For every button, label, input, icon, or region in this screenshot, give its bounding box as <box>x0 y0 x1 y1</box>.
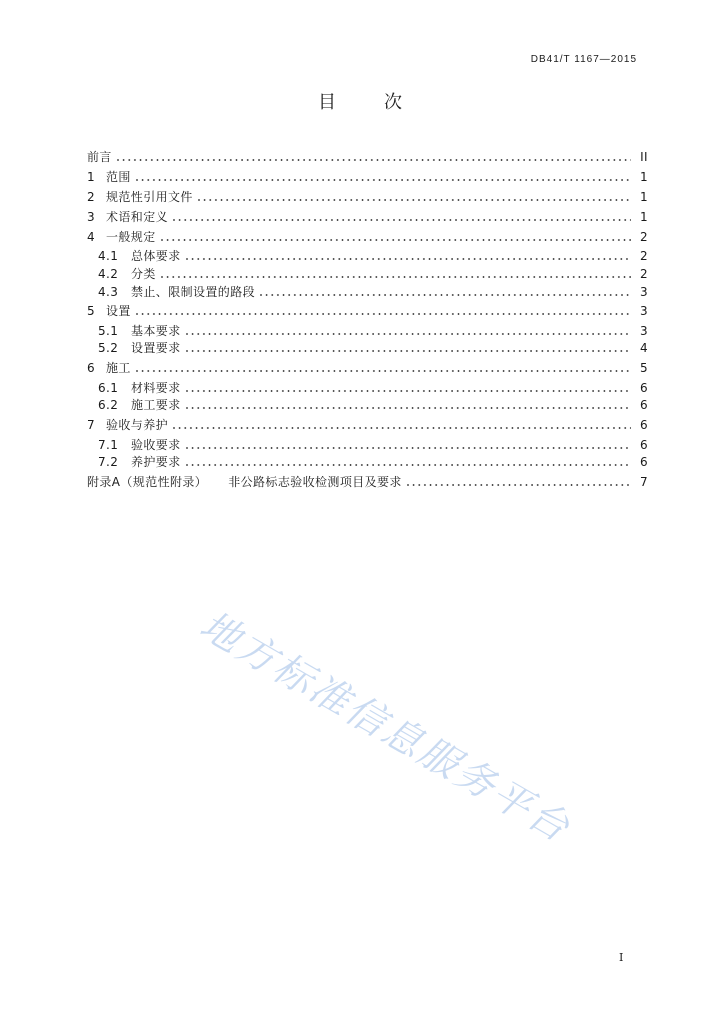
toc-entry-title: 一般规定 <box>106 230 156 244</box>
toc-entry <box>87 341 648 355</box>
toc-entry <box>87 267 648 281</box>
page-number: I <box>619 951 624 964</box>
toc-entry-page: 6 <box>639 398 648 412</box>
toc-entry-title: 术语和定义 <box>106 210 169 224</box>
toc-entry-number: 4.3 <box>98 285 119 299</box>
toc-entry-appendix <box>87 475 648 489</box>
toc-entry-title: 设置要求 <box>131 341 181 355</box>
toc-entry-title: 范围 <box>106 170 131 184</box>
toc-entry-page: 3 <box>639 304 648 318</box>
dot-leader <box>136 179 631 181</box>
dot-leader <box>186 390 631 392</box>
toc-entry-page: 6 <box>639 438 648 452</box>
dot-leader <box>260 294 631 296</box>
dot-leader <box>186 350 631 352</box>
toc-entry-title: 养护要求 <box>131 455 181 469</box>
toc-entry-number: 3 <box>87 210 96 224</box>
toc-entry-title: 非公路标志验收检测项目及要求 <box>228 475 402 489</box>
toc-entry-number: 5 <box>87 304 96 318</box>
toc-entry <box>87 438 648 452</box>
toc-entry <box>87 304 648 318</box>
toc-entry-page: 1 <box>639 190 648 204</box>
toc-entry-title: 验收要求 <box>131 438 181 452</box>
toc-entry-number: 7.1 <box>98 438 119 452</box>
toc-entry-page: 3 <box>639 324 648 338</box>
dot-leader <box>173 219 631 221</box>
toc-entry <box>87 418 648 432</box>
toc-entry <box>87 361 648 375</box>
dot-leader <box>186 407 631 409</box>
toc-entry-number: 7.2 <box>98 455 119 469</box>
toc-entry <box>87 381 648 395</box>
toc-entry-title: 验收与养护 <box>106 418 169 432</box>
toc-entry-number: 6 <box>87 361 96 375</box>
toc-entry-number: 2 <box>87 190 96 204</box>
toc-entry-number: 4.2 <box>98 267 119 281</box>
toc-entry-title: 禁止、限制设置的路段 <box>131 285 256 299</box>
toc-entry-number: 5.1 <box>98 324 119 338</box>
toc-entry-title: 设置 <box>106 304 131 318</box>
toc-entry-page: 2 <box>639 249 648 263</box>
dot-leader <box>186 333 631 335</box>
toc-entry-title: 基本要求 <box>131 324 181 338</box>
page-title: 目 次 <box>318 92 406 113</box>
toc-entry-page: 5 <box>639 361 648 375</box>
toc-entry-title: 总体要求 <box>131 249 181 263</box>
toc-entry <box>87 398 648 412</box>
dot-leader <box>186 447 631 449</box>
toc-entry-page: 2 <box>639 230 648 244</box>
toc-entry-page: 7 <box>639 475 648 489</box>
toc-entry-page: 4 <box>639 341 648 355</box>
toc-entry-page: 3 <box>639 285 648 299</box>
toc-entry-number: 5.2 <box>98 341 119 355</box>
toc-entry-page: 6 <box>639 418 648 432</box>
toc-entry <box>87 249 648 263</box>
toc-entry <box>87 150 648 164</box>
toc-entry <box>87 230 648 244</box>
toc-entry-page: 2 <box>639 267 648 281</box>
dot-leader <box>407 484 631 486</box>
dot-leader <box>136 313 631 315</box>
toc-entry-title: 施工要求 <box>131 398 181 412</box>
toc-entry-number: 4.1 <box>98 249 119 263</box>
toc-entry <box>87 285 648 299</box>
toc-entry-number: 6.2 <box>98 398 119 412</box>
toc-entry <box>87 324 648 338</box>
watermark: 地方标准信息服务平台 <box>192 603 579 853</box>
toc-entry <box>87 455 648 469</box>
dot-leader <box>117 159 631 161</box>
toc-entry-title: 分类 <box>131 267 156 281</box>
toc-entry-title: 材料要求 <box>131 381 181 395</box>
toc-entry <box>87 170 648 184</box>
dot-leader <box>186 464 631 466</box>
toc-entry-title: 前言 <box>87 150 112 164</box>
toc-entry-page: 1 <box>639 210 648 224</box>
toc-entry-number: 附录A（规范性附录） <box>87 475 208 489</box>
toc-entry-page: II <box>640 150 648 164</box>
dot-leader <box>198 199 631 201</box>
toc-entry <box>87 210 648 224</box>
dot-leader <box>161 239 631 241</box>
dot-leader <box>173 427 631 429</box>
dot-leader <box>136 370 631 372</box>
toc-entry-page: 6 <box>639 455 648 469</box>
toc-entry-title: 施工 <box>106 361 131 375</box>
toc-entry <box>87 190 648 204</box>
toc-entry-number: 6.1 <box>98 381 119 395</box>
dot-leader <box>186 258 631 260</box>
dot-leader <box>161 276 631 278</box>
toc-entry-number: 7 <box>87 418 96 432</box>
toc-entry-title: 规范性引用文件 <box>106 190 193 204</box>
toc-entry-number: 1 <box>87 170 96 184</box>
toc-entry-page: 6 <box>639 381 648 395</box>
document-code: DB41/T 1167—2015 <box>530 54 637 65</box>
toc-entry-number: 4 <box>87 230 96 244</box>
toc-entry-page: 1 <box>639 170 648 184</box>
